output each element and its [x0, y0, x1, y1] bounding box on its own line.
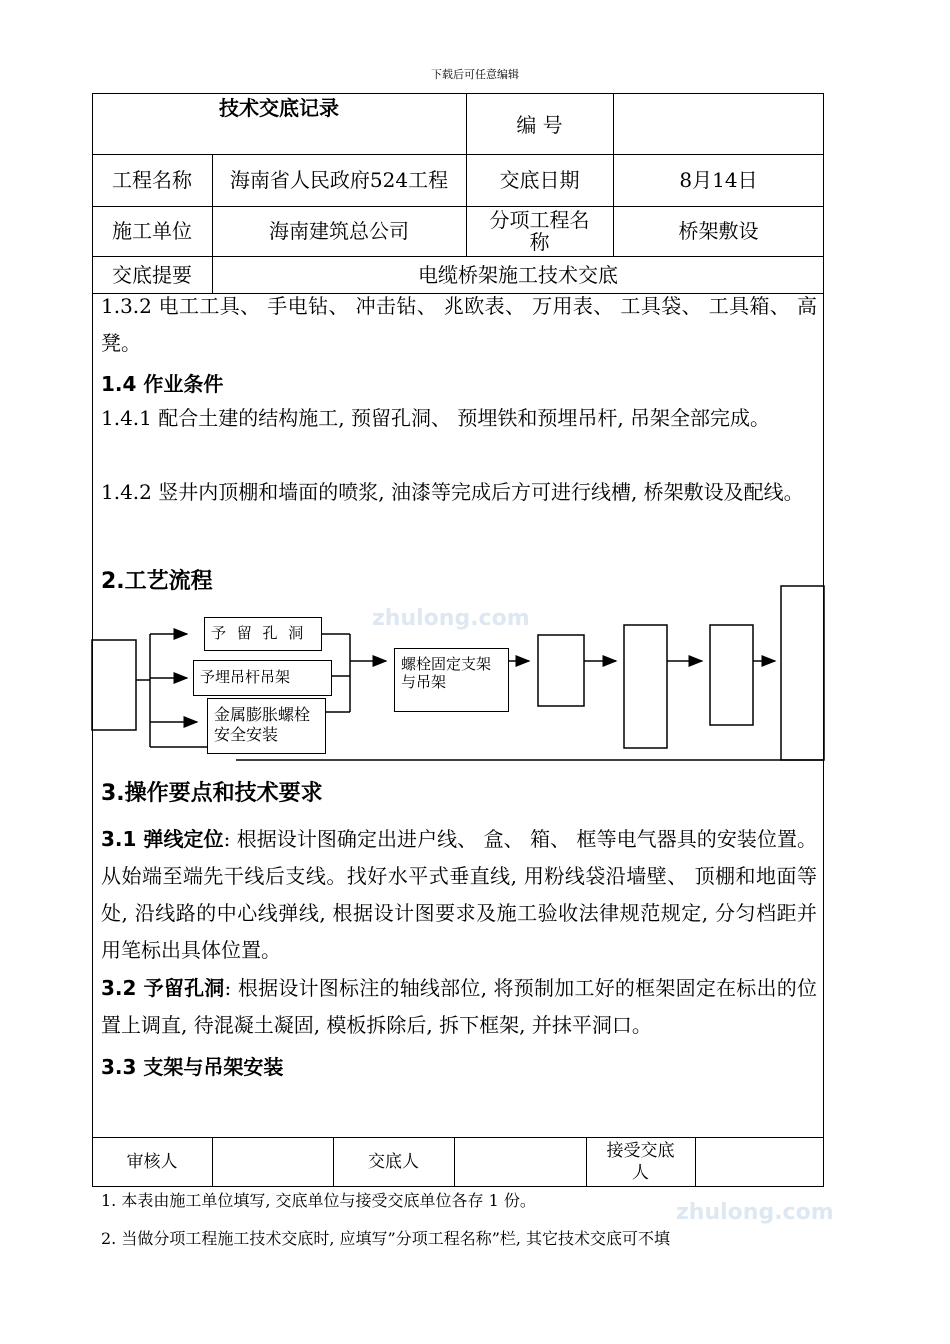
- flow-start-box: [92, 640, 136, 730]
- number-value: [613, 93, 824, 154]
- receiver-label: 接受交底人: [606, 1141, 675, 1183]
- paragraph-3-2: [101, 970, 817, 1044]
- number-label: 编 号: [516, 113, 563, 137]
- discloser-value: [454, 1137, 586, 1187]
- sub-project-label: 分项工程名称: [489, 208, 590, 254]
- flow-box-bolt-fix: 螺栓固定支架与吊架: [394, 648, 509, 712]
- page-header: 下载后可任意编辑: [431, 68, 519, 81]
- unit-value: 海南建筑总公司: [269, 219, 409, 243]
- heading-2: 2.工艺流程: [101, 569, 213, 594]
- note-1: 1. 本表由施工单位填写, 交底单位与接受交底单位各存 1 份。: [101, 1191, 536, 1210]
- discloser-label: 交底人: [368, 1152, 419, 1172]
- receiver-value: [695, 1137, 824, 1187]
- unit-label: 施工单位: [112, 219, 192, 243]
- flow-box-empty-3: [710, 625, 753, 725]
- paragraph-1-3-2: 1.3.2 电工工具、 手电钻、 冲击钻、 兆欧表、 万用表、 工具袋、 工具箱、 高凳。: [101, 294, 817, 355]
- date-value: 8月14日: [679, 168, 758, 192]
- sub-project-value: 桥架敷设: [678, 219, 759, 243]
- flow-box-empty-4: [781, 586, 824, 760]
- form-title: 技术交底记录: [219, 96, 339, 120]
- watermark-bottom: zhulong.com: [676, 1200, 834, 1225]
- flow-box-empty-1: [538, 635, 584, 706]
- heading-3: 3.操作要点和技术要求: [101, 781, 323, 806]
- flow-box-embed-hanger: 予埋吊杆吊架: [193, 660, 332, 696]
- date-label: 交底日期: [499, 168, 580, 192]
- paragraph-1-4-2: 1.4.2 竖井内顶棚和墙面的喷浆, 油漆等完成后方可进行线槽, 桥架敷设及配线。: [101, 480, 804, 504]
- paragraph-1-4-1: 1.4.1 配合土建的结构施工, 预留孔洞、 预埋铁和预埋吊杆, 吊架全部完成。: [101, 406, 771, 430]
- summary-value: 电缆桥架施工技术交底: [418, 262, 618, 287]
- note-2: 2. 当做分项工程施工技术交底时, 应填写”分项工程名称”栏, 其它技术交底可不填: [101, 1229, 671, 1248]
- watermark: zhulong.com: [372, 606, 530, 631]
- paragraph-3-2-body: : 根据设计图标注的轴线部位, 将预制加工好的框架固定在标出的位置上调直, 待混凝土凝固, 模板拆除后, 拆下框架, 并抹平洞口。: [101, 976, 817, 1037]
- heading-3-3: 3.3 支架与吊架安装: [101, 1055, 284, 1079]
- heading-1-4: 1.4 作业条件: [101, 372, 224, 396]
- reviewer-label: 审核人: [126, 1152, 178, 1172]
- paragraph-3-1-title: 3.1 弹线定位: [101, 827, 224, 851]
- paragraph-3-2-title: 3.2 予留孔洞: [101, 976, 225, 1000]
- summary-label: 交底提要: [112, 262, 192, 287]
- paragraph-3-1: [101, 821, 817, 969]
- paragraph-3-1-body: : 根据设计图确定出进户线、 盒、 箱、 框等电气器具的安装位置。从始端至端先干线后支线。找好水平式垂直线, 用粉线袋沿墙壁、 顶棚和地面等处, 沿线路的中心线弹线, 根据设计图要求及施工验收法律规范规定, 分匀档距并用笔标出具体位置。: [101, 827, 817, 962]
- reviewer-value: [212, 1137, 333, 1187]
- project-name-label: 工程名称: [112, 168, 192, 192]
- flow-box-expansion-bolt: 金属膨胀螺栓安全安装: [207, 698, 326, 754]
- flow-box-empty-2: [624, 625, 667, 748]
- flow-box-reserve-hole: 予 留 孔 洞: [204, 617, 322, 651]
- project-name-value: 海南省人民政府524工程: [229, 168, 449, 192]
